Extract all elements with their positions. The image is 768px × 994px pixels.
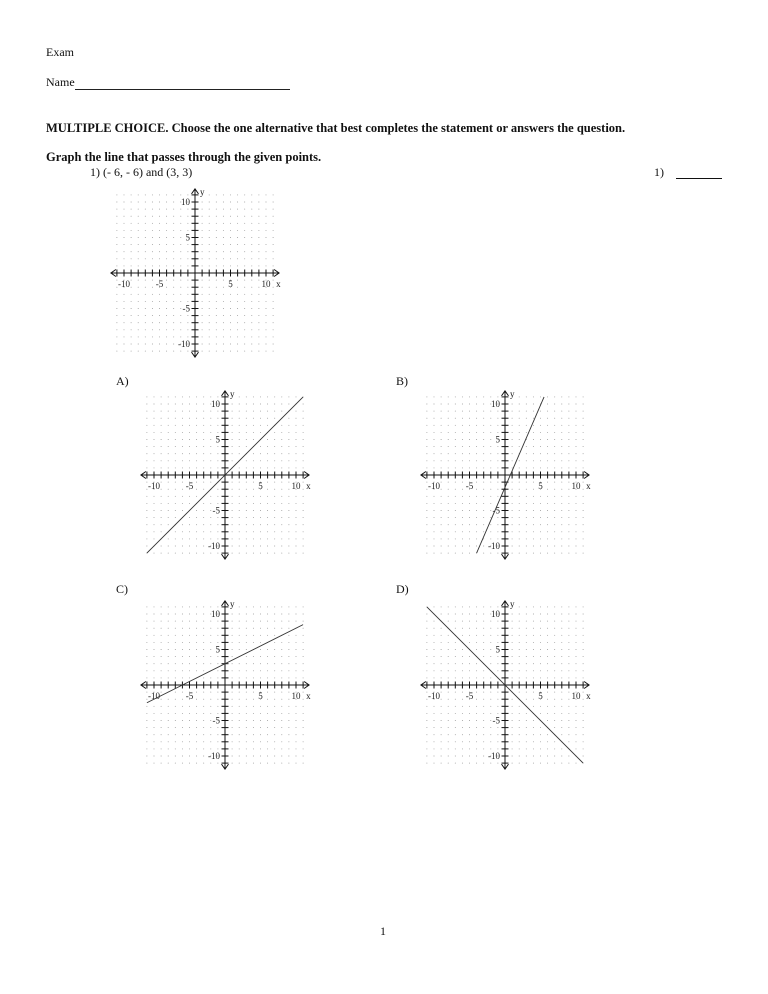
y-tick-label: 5 <box>185 232 190 243</box>
x-tick-label: 5 <box>538 691 543 701</box>
x-tick-label: -10 <box>148 691 160 701</box>
answer-blank[interactable] <box>676 178 722 179</box>
choice-label-d: D) <box>396 582 409 596</box>
x-tick-label: -10 <box>428 691 440 701</box>
x-axis-label: x <box>306 481 311 491</box>
x-axis-label: x <box>586 691 591 701</box>
x-tick-label: 5 <box>258 481 263 491</box>
x-tick-label: 10 <box>291 481 301 491</box>
x-tick-label: 5 <box>228 279 233 289</box>
x-tick-label: -10 <box>148 481 160 491</box>
y-tick-label: -10 <box>208 541 220 551</box>
section-instructions: MULTIPLE CHOICE. Choose the one alternative that best completes the statement or answers the question. <box>46 121 626 135</box>
x-axis-label: x <box>276 279 281 289</box>
choice-label-b: B) <box>396 374 408 388</box>
choice-d-graph <box>410 597 605 787</box>
y-axis-label: y <box>230 598 235 609</box>
y-axis-label: y <box>510 598 515 609</box>
y-tick-label: 5 <box>215 434 220 445</box>
x-tick-label: -10 <box>428 481 440 491</box>
y-tick-label: 10 <box>491 609 500 619</box>
x-tick-label: 10 <box>291 691 301 701</box>
choice-label-a: A) <box>116 374 129 388</box>
y-tick-label: 5 <box>495 434 500 445</box>
answer-number: 1) <box>654 165 664 179</box>
y-tick-label: 10 <box>211 609 220 619</box>
x-axis-label: x <box>306 691 311 701</box>
y-tick-label: 10 <box>211 399 220 409</box>
x-tick-label: 10 <box>571 691 581 701</box>
name-label: Name <box>46 75 75 89</box>
question-directive: Graph the line that passes through the given points. <box>46 150 322 164</box>
x-tick-label: -5 <box>155 279 164 289</box>
x-tick-label: -5 <box>465 481 474 491</box>
x-tick-label: 10 <box>261 279 271 289</box>
question-prompt: 1) (- 6, - 6) and (3, 3) <box>90 165 193 179</box>
choice-label-c: C) <box>116 582 128 596</box>
y-tick-label: -10 <box>178 339 190 349</box>
x-tick-label: 5 <box>258 691 263 701</box>
question-graph <box>100 185 295 370</box>
y-tick-label: -10 <box>488 751 500 761</box>
y-axis-label: y <box>230 388 235 399</box>
y-tick-label: -5 <box>212 715 220 726</box>
x-tick-label: 10 <box>571 481 581 491</box>
choice-a-graph <box>130 387 325 577</box>
y-tick-label: 10 <box>181 197 190 207</box>
y-tick-label: 5 <box>215 644 220 655</box>
choice-b-graph <box>410 387 605 577</box>
y-tick-label: -5 <box>492 715 500 726</box>
x-tick-label: -5 <box>185 691 194 701</box>
x-tick-label: 5 <box>538 481 543 491</box>
choice-c-graph <box>130 597 325 787</box>
y-tick-label: -5 <box>182 303 190 314</box>
y-tick-label: 5 <box>495 644 500 655</box>
x-tick-label: -5 <box>185 481 194 491</box>
y-tick-label: -10 <box>208 751 220 761</box>
x-axis-label: x <box>586 481 591 491</box>
y-axis-label: y <box>510 388 515 399</box>
exam-label: Exam <box>46 45 74 59</box>
y-tick-label: 10 <box>491 399 500 409</box>
y-axis-label: y <box>200 186 205 197</box>
name-field[interactable] <box>75 89 290 90</box>
y-tick-label: -5 <box>492 505 500 516</box>
y-tick-label: -10 <box>488 541 500 551</box>
y-tick-label: -5 <box>212 505 220 516</box>
page-number: 1 <box>380 924 386 938</box>
x-tick-label: -10 <box>118 279 130 289</box>
x-tick-label: -5 <box>465 691 474 701</box>
